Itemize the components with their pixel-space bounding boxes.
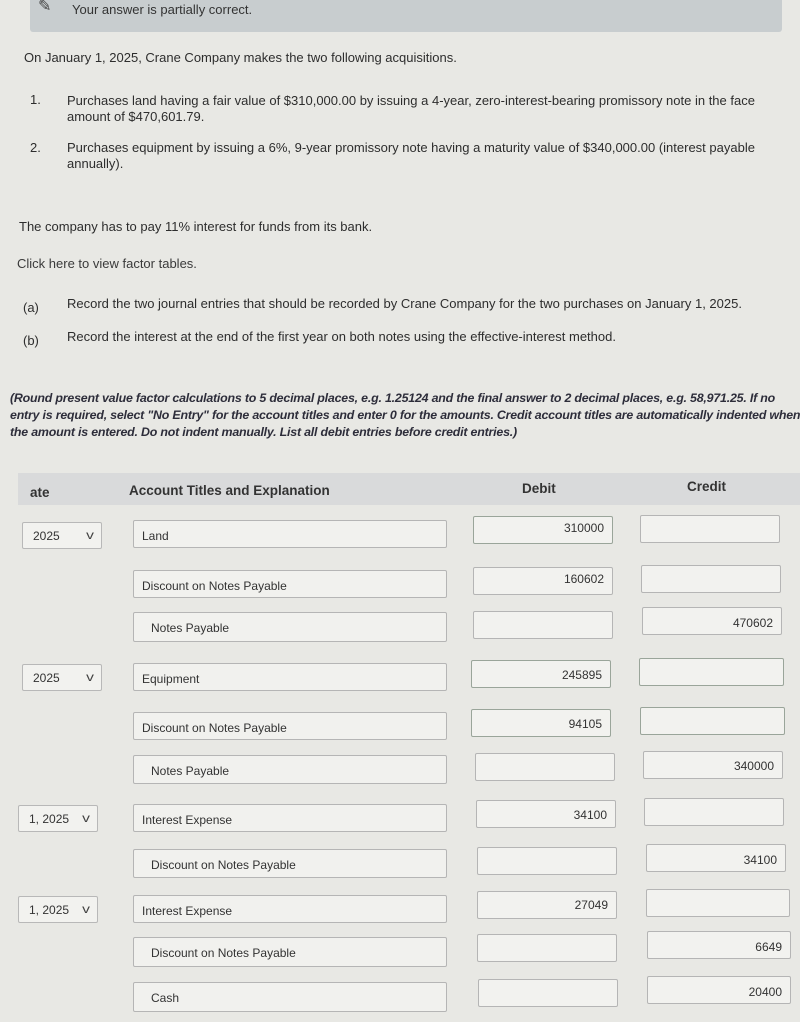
edit-pencil-icon: ✎ — [38, 0, 52, 15]
item-text: Purchases equipment by issuing a 6%, 9-year promissory note having a maturity value of $340,000.00 (interest payable annually). — [67, 140, 755, 171]
debit-input[interactable]: 27049 — [477, 891, 617, 919]
debit-input[interactable]: 245895 — [471, 660, 611, 688]
credit-input[interactable]: 340000 — [643, 751, 783, 779]
credit-input[interactable] — [640, 515, 780, 543]
header-account: Account Titles and Explanation — [129, 483, 330, 498]
debit-input[interactable]: 310000 — [473, 516, 613, 544]
chevron-down-icon: v — [86, 528, 94, 542]
credit-input[interactable]: 20400 — [647, 976, 791, 1004]
debit-input[interactable]: 94105 — [471, 709, 611, 737]
chevron-down-icon: v — [82, 902, 90, 916]
date-value: 1, 2025 — [29, 903, 70, 917]
credit-input[interactable] — [646, 889, 790, 917]
item-number: 2. — [30, 140, 41, 155]
debit-input[interactable]: 34100 — [476, 800, 616, 828]
factor-tables-link[interactable]: Click here to view factor tables. — [17, 256, 197, 271]
debit-input[interactable] — [478, 979, 618, 1007]
item-text: Purchases land having a fair value of $310,000.00 by issuing a 4-year, zero-interest-bearing promissory note in the face amount of $470,601.79. — [67, 93, 755, 124]
date-value: 2025 — [33, 529, 60, 543]
date-value: 2025 — [33, 671, 60, 685]
account-title-input[interactable]: Discount on Notes Payable — [133, 712, 447, 740]
debit-input[interactable]: 160602 — [473, 567, 613, 595]
item-number: 1. — [30, 92, 41, 107]
account-title-input[interactable]: Interest Expense — [133, 804, 447, 832]
account-title-input[interactable]: Land — [133, 520, 447, 548]
date-select[interactable] — [18, 896, 98, 923]
account-title-input[interactable]: Cash — [133, 982, 447, 1012]
debit-input[interactable] — [477, 934, 617, 962]
instructions: (Round present value factor calculations to 5 decimal places, e.g. 1.25124 and the final answer to 2 decimal places, e.g. 58,971.25. If no entry is required, select "No Entry" for the account titles and enter 0 for the amounts. Credit account titles are automatically indented when the amount is entered. Do not indent manually. List all debit entries before credit entries.) — [10, 391, 800, 439]
account-title-input[interactable]: Discount on Notes Payable — [133, 570, 447, 598]
debit-input[interactable] — [473, 611, 613, 639]
header-debit: Debit — [522, 481, 556, 496]
chevron-down-icon: v — [82, 811, 90, 825]
feedback-text: Your answer is partially correct. — [72, 2, 253, 17]
account-title-input[interactable]: Interest Expense — [133, 895, 447, 923]
credit-input[interactable]: 34100 — [646, 844, 786, 872]
credit-input[interactable] — [644, 798, 784, 826]
date-select[interactable] — [18, 805, 98, 832]
part-text: Record the interest at the end of the first year on both notes using the effective-interest method. — [67, 329, 616, 344]
part-label: (b) — [23, 333, 39, 348]
date-select[interactable] — [22, 664, 102, 691]
credit-input[interactable] — [640, 707, 785, 735]
header-date: ate — [30, 485, 50, 500]
credit-input[interactable] — [641, 565, 781, 593]
journal-table-header — [18, 473, 800, 505]
part-text: Record the two journal entries that should be recorded by Crane Company for the two purchases on January 1, 2025. — [67, 296, 742, 311]
header-credit: Credit — [687, 479, 727, 494]
problem-intro: On January 1, 2025, Crane Company makes the two following acquisitions. — [24, 50, 457, 65]
account-title-input[interactable]: Notes Payable — [133, 755, 447, 784]
credit-input[interactable]: 470602 — [642, 607, 782, 635]
chevron-down-icon: v — [86, 670, 94, 684]
date-value: 1, 2025 — [29, 812, 70, 826]
part-label: (a) — [23, 300, 39, 315]
account-title-input[interactable]: Notes Payable — [133, 612, 447, 642]
account-title-input[interactable]: Equipment — [133, 663, 447, 691]
account-title-input[interactable]: Discount on Notes Payable — [133, 937, 447, 967]
credit-input[interactable] — [639, 658, 784, 686]
account-title-input[interactable]: Discount on Notes Payable — [133, 849, 447, 878]
debit-input[interactable] — [475, 753, 615, 781]
date-select[interactable] — [22, 522, 102, 549]
debit-input[interactable] — [477, 847, 617, 875]
feedback-banner — [30, 0, 782, 32]
interest-text: The company has to pay 11% interest for funds from its bank. — [19, 219, 373, 234]
credit-input[interactable]: 6649 — [647, 931, 791, 959]
